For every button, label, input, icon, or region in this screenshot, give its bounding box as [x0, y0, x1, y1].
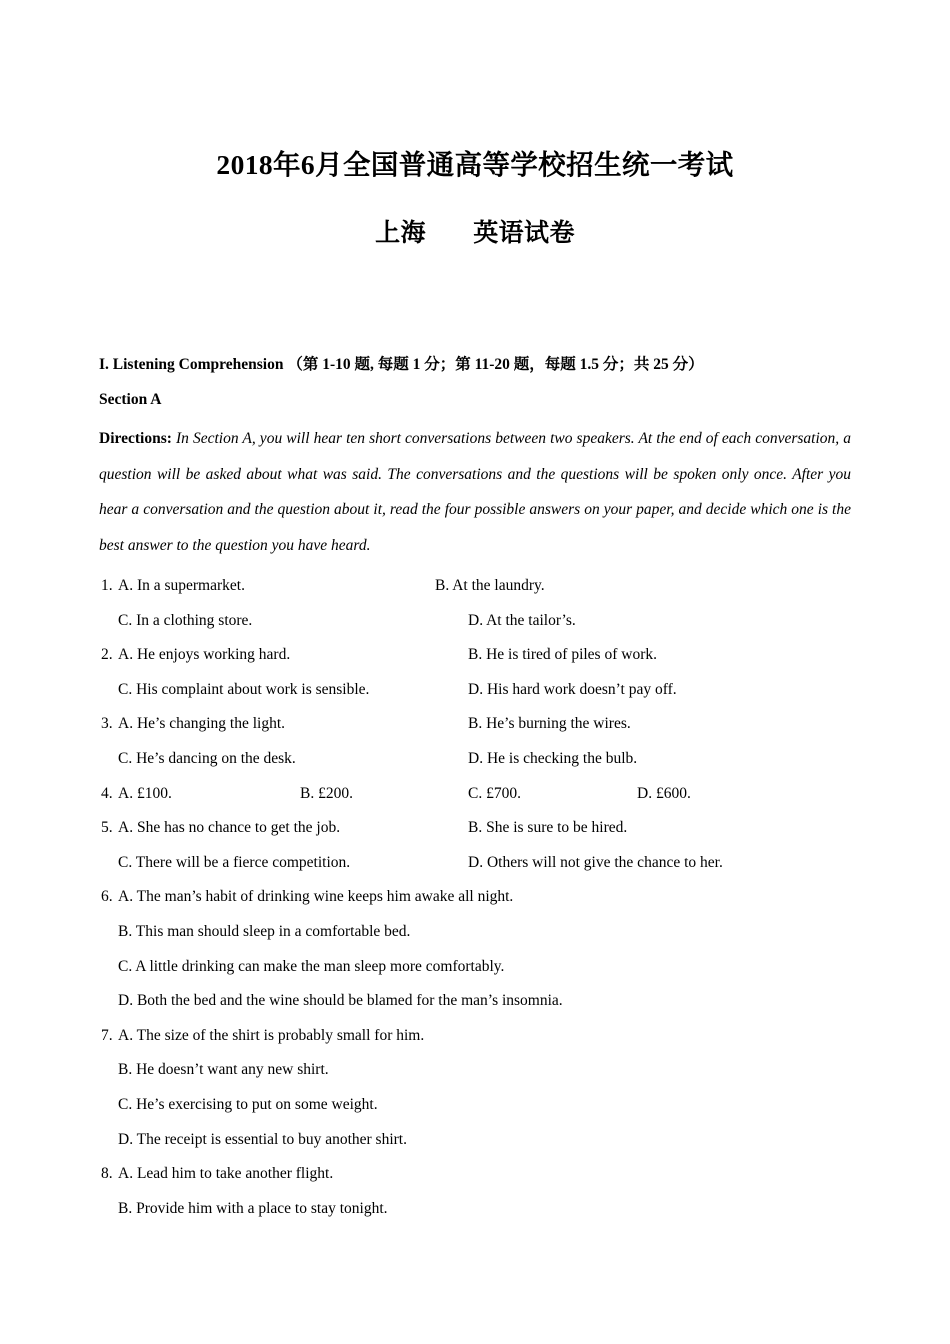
option-b[interactable]: B. £200. [300, 784, 353, 802]
question-row [99, 915, 851, 950]
question-row [99, 569, 851, 604]
option-d[interactable]: D. His hard work doesn’t pay off. [468, 680, 677, 698]
question-row [99, 1019, 851, 1054]
option-d[interactable]: D. He is checking the bulb. [468, 749, 638, 767]
option-a[interactable]: A. The size of the shirt is probably small for him. [118, 1026, 425, 1044]
question-number: 5. [101, 819, 113, 837]
option-c[interactable]: C. There will be a fierce competition. [118, 853, 351, 871]
option-c[interactable]: C. £700. [468, 784, 521, 802]
section-subheading: Section A [99, 391, 162, 408]
question-row [99, 1123, 851, 1158]
question-number: 2. [101, 646, 113, 664]
option-b[interactable]: B. This man should sleep in a comfortable bed. [118, 922, 411, 940]
question-list [99, 563, 851, 1226]
directions-text: In Section A, you will hear ten short conversations between two speakers. At the end of each conversation, a question will be asked about what was said. The conversations and the questions will be spoken only once. After you hear a conversation and the question about it, read the four possible answers on your paper, and decide which one is the best answer to the question you have heard. [99, 430, 852, 554]
question-number: 8. [101, 1165, 113, 1183]
option-c[interactable]: C. In a clothing store. [118, 611, 253, 629]
directions-paragraph [99, 417, 851, 563]
option-b[interactable]: B. He’s burning the wires. [468, 715, 631, 733]
title-block [0, 148, 950, 249]
question-row [99, 673, 851, 708]
option-b[interactable]: B. He doesn’t want any new shirt. [118, 1061, 329, 1079]
option-b[interactable]: B. At the laundry. [435, 577, 545, 594]
option-c[interactable]: C. His complaint about work is sensible. [118, 680, 370, 698]
question-row [99, 742, 851, 777]
option-b[interactable]: B. She is sure to be hired. [468, 819, 628, 837]
option-a[interactable]: A. The man’s habit of drinking wine keeps him awake all night. [118, 888, 514, 906]
question-number: 6. [101, 888, 113, 906]
option-a[interactable]: A. He’s changing the light. [118, 715, 286, 733]
option-a[interactable]: A. £100. [118, 784, 172, 802]
option-c[interactable]: C. He’s dancing on the desk. [118, 749, 296, 767]
question-number: 4. [101, 784, 113, 802]
option-d[interactable]: D. Both the bed and the wine should be blamed for the man’s insomnia. [118, 992, 563, 1010]
question-row [99, 1157, 851, 1192]
question-row [99, 707, 851, 742]
question-row [99, 950, 851, 985]
question-row [99, 846, 851, 881]
option-a[interactable]: A. Lead him to take another flight. [118, 1165, 334, 1183]
question-row [99, 811, 851, 846]
subtitle-region: 上海 [375, 220, 426, 247]
question-row [99, 604, 851, 639]
option-b[interactable]: B. He is tired of piles of work. [468, 646, 657, 664]
question-row [99, 777, 851, 812]
option-d[interactable]: D. £600. [637, 784, 691, 802]
question-number: 7. [101, 1026, 113, 1044]
section-heading: I. Listening Comprehension （第 1-10 题, 每题 1 分；第 11-20 题，每题 1.5 分；共 25 分） [99, 356, 704, 373]
subtitle-subject: 英语试卷 [473, 220, 575, 247]
page-title: 2018年6月全国普通高等学校招生统一考试 [216, 149, 734, 180]
option-c[interactable]: C. A little drinking can make the man sleep more comfortably. [118, 957, 505, 975]
option-b[interactable]: B. Provide him with a place to stay tonight. [118, 1199, 388, 1217]
page-subtitle [0, 181, 950, 249]
option-a[interactable]: A. She has no chance to get the job. [118, 819, 341, 837]
question-row [99, 1088, 851, 1123]
question-row [99, 1192, 851, 1227]
option-c[interactable]: C. He’s exercising to put on some weight. [118, 1095, 378, 1113]
question-row [99, 984, 851, 1019]
option-a[interactable]: A. In a supermarket. [118, 577, 245, 594]
option-a[interactable]: A. He enjoys working hard. [118, 646, 291, 664]
question-row [99, 1053, 851, 1088]
question-row [99, 880, 851, 915]
directions-label: Directions: [99, 430, 172, 447]
question-row [99, 638, 851, 673]
question-number: 1. [101, 577, 113, 594]
option-d[interactable]: D. The receipt is essential to buy another shirt. [118, 1130, 407, 1148]
option-d[interactable]: D. At the tailor’s. [468, 611, 576, 629]
option-d[interactable]: D. Others will not give the chance to her. [468, 853, 723, 871]
question-number: 3. [101, 715, 113, 733]
document-content [99, 348, 851, 1226]
